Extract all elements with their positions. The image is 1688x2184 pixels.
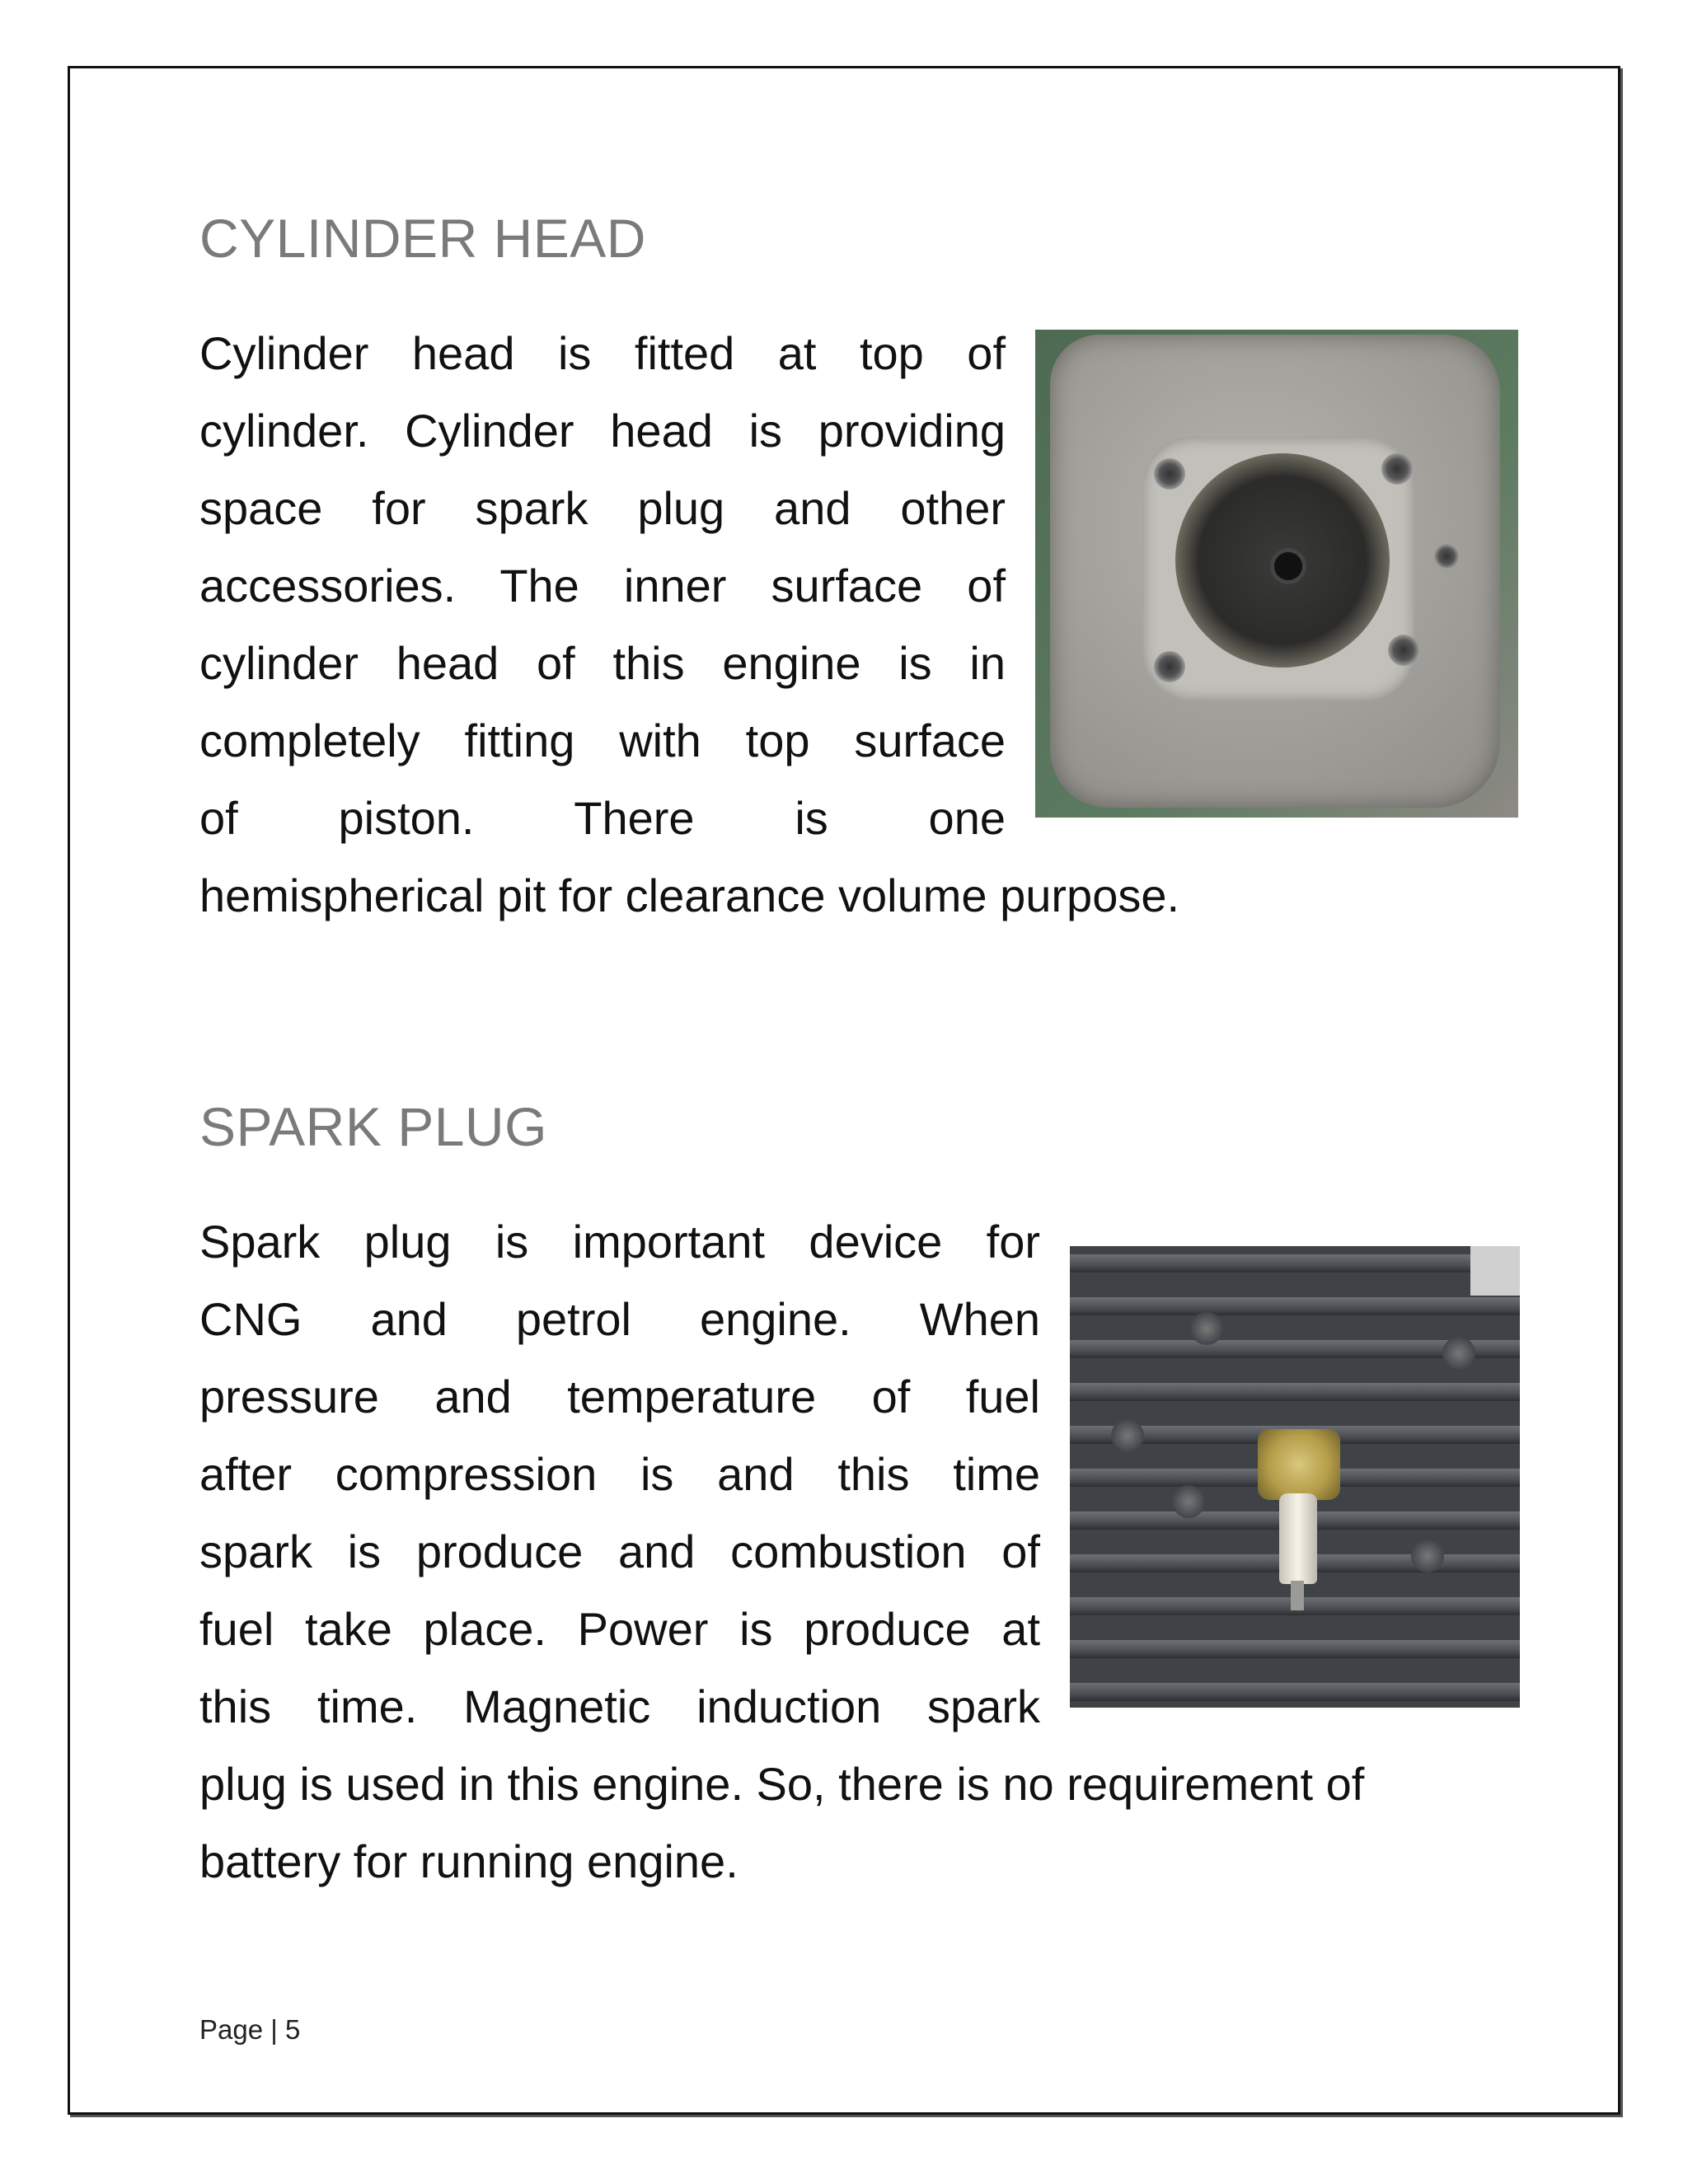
spark-plug-terminal <box>1291 1581 1304 1610</box>
text-line: CNG and petrol engine. When <box>199 1293 1040 1345</box>
engine-cover-corner <box>1470 1246 1520 1296</box>
section-heading-cylinder-head: CYLINDER HEAD <box>199 208 646 269</box>
text-line: cylinder head of this engine is in <box>199 637 1006 689</box>
cooling-fin <box>1070 1383 1520 1401</box>
bolt-hole <box>1388 635 1419 666</box>
text-line: accessories. The inner surface of <box>199 560 1006 612</box>
cooling-fin <box>1070 1297 1520 1315</box>
paragraph-spark-plug-wrapped <box>199 1203 1040 1746</box>
text-line: fuel take place. Power is produce at <box>199 1603 1040 1655</box>
text-line: battery for running engine. <box>199 1835 738 1887</box>
page-number: Page | 5 <box>199 2014 301 2045</box>
bolt-hole <box>1154 458 1185 490</box>
text-line: Spark plug is important device for <box>199 1216 1040 1268</box>
text-line: cylinder. Cylinder head is providing <box>199 405 1006 457</box>
paragraph-spark-plug-full <box>199 1746 1518 1900</box>
text-line: Cylinder head is fitted at top of <box>199 327 1006 379</box>
text-line: after compression is and this time <box>199 1448 1040 1500</box>
bolt-hole <box>1381 453 1413 485</box>
cylinder-head-photo <box>1035 330 1518 818</box>
paragraph-cylinder-head-full <box>199 857 1518 935</box>
engine-bolt <box>1190 1312 1223 1345</box>
engine-bolt <box>1111 1419 1144 1452</box>
spark-plug-hex-nut <box>1258 1429 1340 1500</box>
text-line: of piston. There is one <box>199 792 1006 844</box>
cooling-fin <box>1070 1640 1520 1658</box>
spark-plug-photo <box>1070 1246 1520 1708</box>
text-line: pressure and temperature of fuel <box>199 1371 1040 1422</box>
engine-bolt <box>1442 1337 1475 1370</box>
paragraph-cylinder-head-wrapped <box>199 315 1006 857</box>
spark-plug-hole <box>1270 548 1306 584</box>
text-line: spark is produce and combustion of <box>199 1526 1040 1577</box>
text-line: this time. Magnetic induction spark <box>199 1680 1040 1732</box>
bolt-hole <box>1154 651 1185 682</box>
text-line: completely fitting with top surface <box>199 715 1006 766</box>
cooling-fin <box>1070 1683 1520 1701</box>
section-heading-spark-plug: SPARK PLUG <box>199 1096 547 1157</box>
text-line: space for spark plug and other <box>199 482 1006 534</box>
engine-bolt <box>1411 1540 1444 1572</box>
cooling-fin <box>1070 1254 1520 1272</box>
text-line: plug is used in this engine. So, there is no requirement of <box>199 1758 1365 1810</box>
spark-plug-insulator <box>1279 1493 1317 1584</box>
text-line: hemispherical pit for clearance volume purpose. <box>199 869 1180 921</box>
engine-bolt <box>1172 1485 1205 1518</box>
bolt-hole <box>1434 544 1459 569</box>
